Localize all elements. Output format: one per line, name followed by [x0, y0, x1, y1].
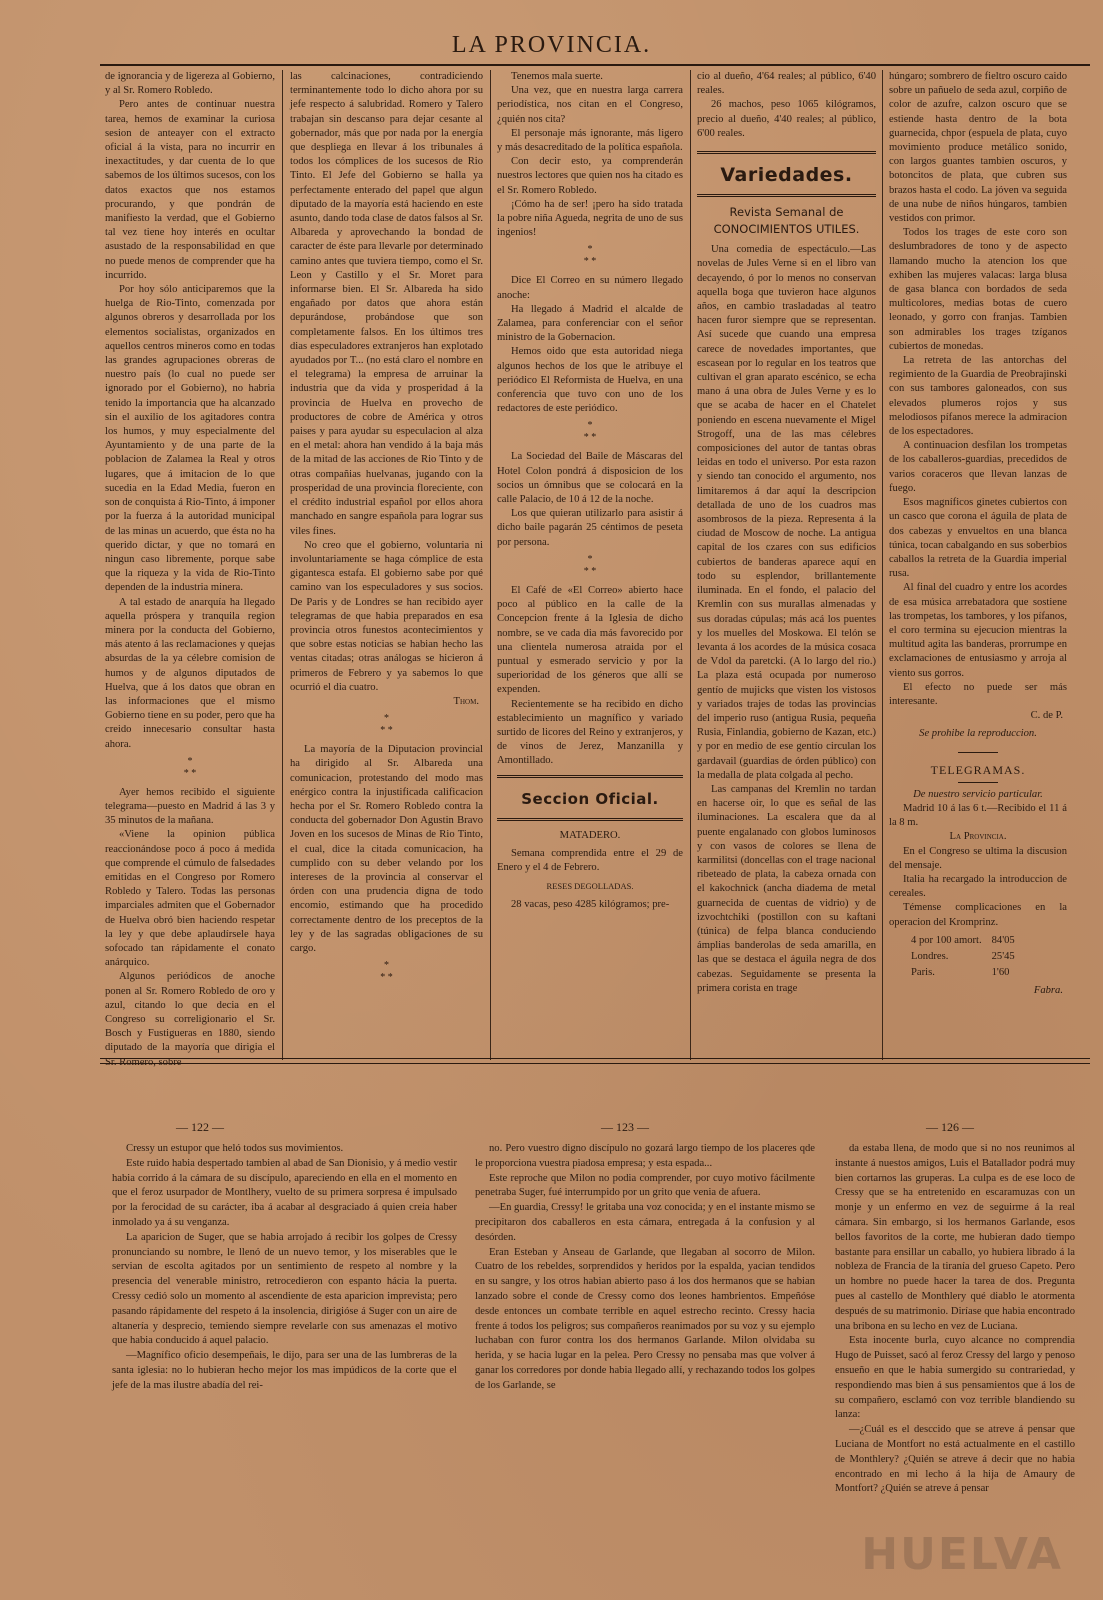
paragraph: Dice El Correo en su número llegado anoche: [497, 275, 683, 301]
paragraph: Algunos periódicos de anoche ponen al Sr. Romero Robledo de oro y azul, citando lo que decia en el Congreso su correligionario el Sr. Bosch y Fustigueras en 1880, siendo diputado de la mayoría que dirigia el [105, 971, 275, 1054]
paragraph: Este reproche que Milon no podia comprender, por cuyo motivo fácilmente penetraba Suger, fué interrumpido por un grito que venia de afuera. [475, 1172, 815, 1199]
prohibe-note: Se prohibe la reproduccion. [919, 728, 1037, 740]
paragraph: húngaro; sombrero de fieltro oscuro caido sobre un pañuelo de seda azul, corpiño de color de azufre, calzon oscuro que se estiende hasta dentro de la bota guarnecida, chpor (espuela de plata, cuyo movimiento produce metálico sonido, con largos guantes tambien oscuros, y botoncitos de plata, que cubren sus brazos hasta el codo. La jóven va seguida de una nube de niños húngaros, tambien vestidos con primor. [889, 71, 1067, 225]
signature-fabra: Fabra. [1033, 985, 1063, 997]
paragraph: No creo que el gobierno, voluntaria ni involuntariamente se haga cómplice de esta gigantesca estafa. El gobierno sabe por qué camino van los especuladores y sus socios. De Paris y de Londres se han recibido ayer telegramas de que habia preparados en esa provincia otros funestos acontecimientos y que sobre estas noticias se habian hecho las ventas citadas; otras análogas se hicieron á primeros de Febrero y ya sabemos lo que ocurrió el dia cuatro. [290, 539, 483, 693]
column-4 [697, 70, 876, 1055]
paragraph: —En guardia, Cressy! le gritaba una voz conocida; y en el instante mismo se precipitaron dos caballeros en esta cámara, entregada á la confusion y al desórden. [475, 1202, 815, 1243]
paragraph: El Café de «El Correo» abierto hace poco al público en la calle de la Concepcion frente á la Iglesia de dicho nombre, se ve cada dia más favorecido por una clientela numerosa atraida por el puntual y esmerado servicio y por la superioridad de los géneros que allí se expenden. [497, 584, 683, 696]
paragraph: Tenemos mala suerte. [511, 71, 603, 82]
column-rule [690, 70, 691, 1060]
paragraph: El personaje más ignorante, más ligero y más desacreditado de la política española. [497, 127, 683, 154]
feuilleton-rule-bottom [100, 1063, 1090, 1064]
short-rule [958, 752, 998, 753]
separator-stars: * * * [183, 755, 197, 779]
paragraph: cio al dueño, 4'64 reales; al público, 6'40 reales. [697, 71, 876, 97]
paragraph: Hemos oido que esta autoridad niega algunos hechos de los que le atribuye el periódico El Reformista de Huelva, en una conferencia que tuvo con uno de los redactores de este periódico. [497, 346, 683, 415]
paragraph: Los que quieran utilizarlo para asistir á dicho baile pagarán 25 céntimos de peseta por persona. [497, 508, 683, 548]
conocimientos-subtitle: CONOCIMIENTOS UTILES. [713, 222, 860, 237]
paragraph: Eran Esteban y Anseau de Garlande, que llegaban al socorro de Milon. Cuatro de los rebeldes, sorprendidos y heridos por la espalda, yacian tendidos en su sangre, y los otros habian abierto paso á los dos hermanos que se habian lanzado sobre el conde de Cressy como dos leones hambrientos. Empeñóse desde entonces un combate terrible en aquel estrecho recinto. Cressy hacia frente á todos los peligros; sus compañeros reanimados por su voz y su ejemplo luchaban con furor contra los dos hermanos Garlande. Milon olvidaba su herida, y se hacia lugar en la pelea. Pero Cressy no pensaba mas que volver á ganar los corredores por donde habia llegado allí, y rechazando todos los golpes de los Garlande, se [475, 1246, 815, 1391]
matadero-intro: Semana comprendida entre el 29 de Enero y el 4 de Febrero. [497, 847, 683, 874]
paragraph: Ayer hemos recibido el siguiente telegrama—puesto en Madrid á las 3 y 35 minutos de la mañana. [105, 786, 275, 827]
masthead-rule [100, 64, 1090, 66]
column-rule [882, 70, 883, 1060]
quote-row [911, 934, 1023, 948]
column-3 [497, 70, 683, 1055]
paragraph: Recientemente se ha recibido en dicho establecimiento un magnífico y variado surtido de licores del Reino y extranjeros, y de vinos de Jerez, Manzanilla y Amontillado. [497, 698, 683, 767]
page-number: — 122 — [176, 1120, 224, 1134]
paragraph: La mayoría de la Diputacion provincial ha dirigido al Sr. Albareda una comunicacion, protestando del modo mas enérgico contra la injustificada calificacion hecha por el Sr. Romero Robledo contra la conducta del gobernador Don Agustin Bravo Joven en los sucesos de Minas de Rio Tinto, el cual, dice la citada comunicacion, ha cumplido con su deber velando por los intereses de la provincia al conservar el órden con una prudencia digna de todo encomio, estimando que ha procedido correctamente dentro de los preceptos de la ley y de las sagradas obligaciones de su cargo. [290, 744, 483, 954]
paragraph: Pero antes de continuar nuestra tarea, hemos de examinar la curiosa sesion de anteayer con el extracto oficial á la vista, para no incurrir en inexactitudes, y dar cuenta de lo que sabemos de los últimos sucesos, con los datos exactos que nos estamos procurando, y que pondrán de manifiesto la verdad, que el Gobierno tal vez tiene hoy interés en ocultar asustado de la responsabilidad en que no puede menos de comprender que ha incurrido. [105, 99, 275, 281]
short-rule [958, 782, 998, 783]
feuilleton-column-2 [475, 1142, 815, 1592]
column-1-text [105, 70, 275, 752]
archive-watermark: HUELVA [861, 1529, 1063, 1580]
paragraph: Este ruido habia despertado tambien al abad de San Dionisio, y á medio vestir habia corrido á la cámara de su discípulo, apareciendo en ella en el momento en que el feroz usurpador de Montlhery, vuelto de su primera sorpresa é impulsado por la ferocidad de su carácter, iba á acabar al desgraciado á quien creia haber inmolado ya á su venganza. [112, 1157, 457, 1228]
paragraph: El efecto no puede ser más interesante. [889, 681, 1067, 707]
paragraph: ¡Cómo ha de ser! ¡pero ha sido tratada la pobre niña Agueda, negrita de uno de sus ingenios! [497, 198, 683, 239]
column-3d-text [497, 584, 683, 769]
paragraph: Las campanas del Kremlin no tardan en hacerse oir, lo que es señal de las iluminaciones. La escalera que da al puente engalanado con globos luminosos y con vasos de colores se llena de karmilitsi (doncellas con el trage nacional ribeteado de plata, la cabeza ornada con el kakochnick (ancha diadema de metal guarnecida de cuentas de vidrio) y de izvochtchiki (postillon con su kaftani (túnica) de felpa blanca conduciendo ámplias banderolas de seda amarilla, en las que se destaca el águila negra de dos cabezas. Seguidamente se presenta la primera corista en trage [697, 783, 876, 994]
paragraph: Con decir esto, ya comprenderán nuestros lectores que quien nos ha citado es el Sr. Romero Robledo. [497, 156, 683, 196]
separator-stars: * * * [583, 420, 597, 444]
paragraph: de ignorancia y de ligereza al Gobierno, y al Sr. Romero Robledo. [105, 71, 275, 97]
paragraph: En el Congreso se ultima la discusion del mensaje. [889, 845, 1067, 871]
column-rule [282, 70, 283, 1060]
paragraph: Todos los trages de este coro son deslumbradores de tono y de aspecto llamando mucho la atencion los que exhiben las mujeres valacas: larga blusa de gasa blanca con bordados de seda multicolores, medias botas de cuero leonado, y gorro con franjas. Tambien son admirables los trages tzíganos cubiertos de monedas. [889, 227, 1067, 352]
quote-value: 84'05 [991, 934, 1015, 946]
signature-cdp: C. de P. [1030, 710, 1063, 722]
column-2-text [290, 70, 483, 695]
telegramas-paper: La Provincia. [949, 831, 1007, 843]
variedades-text [697, 243, 876, 996]
feuilleton-rule-top [100, 1058, 1090, 1059]
page-number: — 123 — [601, 1120, 649, 1134]
feuilleton-column-3 [835, 1142, 1075, 1592]
quote-row [911, 966, 1023, 980]
telegramas-dateline: Madrid 10 á las 6 t.—Recibido el 11 á la 8 m. [889, 802, 1067, 829]
feuilleton-column-1 [112, 1142, 457, 1592]
column-3-text [497, 70, 683, 240]
matadero-title: MATADERO. [559, 829, 621, 841]
paragraph: Al final del cuadro y entre los acordes de esa música arrebatadora que sostiene las trompetas, los tambores, y los pífanos, el coro termina su ejecucion mientras la multitud agita las banderas, prorrumpe en exclamaciones de entusiasmo y arroja al viento sus gorros. [889, 582, 1067, 679]
separator-stars: * * * [380, 960, 393, 984]
signature-thom: Thom. [453, 695, 479, 707]
column-5-text [889, 70, 1067, 709]
column-1b-text [105, 786, 275, 1070]
quote-row [911, 950, 1023, 964]
separator-stars: * * * [583, 553, 597, 577]
quotes-table [909, 932, 1025, 983]
paragraph: Una comedia de espectáculo.—Las novelas de Jules Verne si en el libro van decayendo, ó por lo menos no conservan aquella boga que tuvieron hace algunos años, en cambio trasladadas al teatro hacen furor siempre que se representan. Así sucede que cuando una empresa carece de novedades importantes, que escasean por lo regular en los teatros que cultivan el gran aparato escénico, se echa mano á una obra de Jules Verne y es lo que se acaba de hacer en el Chatelet poniendo en escena nuevamente el Migel Strogoff, una de las mas célebres composiciones del autor de tantas obras leidas en todo el universo. Por esta razon y siendo tan conocido el argumento, nos limitaremos á dar aquí la descripcion detallada de uno de los cuadros mas asombrosos de la pieza. Representa á la ciudad de Moscow de noche. La antigua capital de los czares con sus edificios cubiertos de banderas aparece aquí en todo su esplendor, brillantemente iluminada. En el fondo, el palacio del Kremlin con sus murallas almenadas y sus doradas cúpulas; más acá los puentes y los muelles del Moskowa. El telón se levanta á los acordes de la música cosaca de Vdol da paretcki. (A lo largo del rio.) La plaza está ocupada por numeroso gentío de mujicks que visten los vistosos y variados trajes de todas las provincias del imperio ruso (antigua Rusia, pequeña Rusia, Finlandia, gobierno de Kazan, etc.) y por en medio de ese gentío circulan los gardavail (guardias de órden público) con la medalla de plata colgada al pecho. [697, 244, 876, 781]
matadero-line: 28 vacas, peso 4285 kilógramos; pre- [511, 898, 670, 910]
column-3c-text [497, 450, 683, 549]
paragraph: da estaba llena, de modo que si no nos reunimos al instante á nuestos amigos, Luis el Batallador podrá muy bien cortarnos las gruperas. La culpa es de ese loco de Cressy que se ha entretenido en escaramuzas con un monje y un enfermo en vez de seguirme á la real cámara. Sin embargo, si los hermanos Garlande, esos bellos favoritos de la corte, me hubieran dado tiempo bastante para ensillar un caballo, yo hubiera librado á la nobleza de Francia de la tiranía del grueso Capeto. Pero un hombre no puede hacer la tarea de dos. Pregunta pues al castello de Monthlery qué diablo le atormenta después de su matrimonio. Diríase que habia encontrado una bribona en su lecho en vez de Luciana. [835, 1143, 1075, 1332]
telegramas-title: TELEGRAMAS. [930, 762, 1026, 777]
column-1 [105, 70, 275, 1055]
paragraph: Cressy un estupor que heló todos sus movimientos. [126, 1143, 344, 1154]
variedades-box [697, 151, 876, 197]
paragraph: —Magnífico oficio desempeñais, le dijo, para ser una de las lumbreras de la santa iglesia: no lo hubieran hecho mejor los mas impúdicos de la corte que el jefe de la mas ilustre abadía del rei- [112, 1350, 457, 1391]
telegramas-sub: De nuestro servicio particular. [913, 788, 1043, 800]
paragraph: Por hoy sólo anticiparemos que la huelga de Rio-Tinto, comenzada por algunos obreros y desarrollada por los elementos socialistas, organizados en aquellos centros mineros como en todas las grandes agrupaciones obreras de nuestro país (lo cual no puede ser ignorado por el Gobierno), no habria tenido la importancia que ha alcanzado sin el auxilio de los agitadores contra los humos, y muy especialmente del Ayuntamiento y de una parte de la poblacion de Zalamea la Real y otros lugares, que á imitacion de lo que sucedia en la Edad Media, fueron en son de conquista á Rio-Tinto, á imponer por la fuerza á la autoridad municipal de las minas un acuerdo, que ésta no ha querido dictar, y que no tomará en ningun caso libremente, porque sabe que la riqueza y la vida de Rio-Tinto dependen de la industria minera. [105, 284, 275, 594]
paragraph: La Sociedad del Baile de Máscaras del Hotel Colon pondrá á disposicion de los socios un ómnibus que se colocará en la calle Palacio, de 10 á 12 de la noche. [497, 451, 683, 506]
quote-value: 1'60 [991, 967, 1010, 979]
paragraph: Témense complicaciones en la operacion del Kromprinz. [889, 902, 1067, 928]
paragraph: Esos magníficos ginetes cubiertos con un casco que corona el águila de plata de dos cabezas y envueltos en una blanca túnica, tocan cabalgando en sus soberbios caballos la retreta de la Guardia imperial rusa. [889, 497, 1067, 580]
paragraph: Una vez, que en nuestra larga carrera periodística, nos citan en el Congreso, ¿quién nos cita? [497, 85, 683, 125]
column-5 [889, 70, 1067, 1055]
seccion-oficial-title: Seccion Oficial. [521, 789, 659, 808]
revista-subtitle: Revista Semanal de [729, 205, 844, 220]
paragraph: La retreta de las antorchas del regimiento de la Guardia de Preobrajinski con sus tambores galoneados, con sus elevados plumeros rojos y sus melodiosos pífanos merece la admiracion de los espectadores. [889, 355, 1067, 438]
quote-label: Londres. [911, 950, 949, 962]
paragraph: —¿Cuál es el desccido que se atreve á pensar que Luciana de Montfort no está actualmente en el castillo de Monthlery? ¿Quién se atreve á decir que no habia encontrado en mi lecho á la hija de Amaury de Montfort? ¿Quién se atreve á pensar [835, 1424, 1075, 1495]
paragraph: «Viene la opinion pública reaccionándose poco á poco á medida que comprende el cúmulo de falsedades emitidas en el Congreso por Romero Robledo y Talero. Todas las personas imparciales admiten que el Gobernador de Huelva obró bien haciendo respetar la ley y que debe aplaudírsele haya sofocado tan rápidamente el conato anárquico. [105, 829, 275, 969]
paragraph: Ha llegado á Madrid el alcalde de Zalamea, para conferenciar con el señor ministro de la Gobernacion. [497, 303, 683, 344]
paragraph: las calcinaciones, contradiciendo terminantemente todo lo dicho ahora por su jefe respecto á salubridad. Romero y Talero trabajan sin descanso para dejar cesante al gobernador, más que por nada por la energía que despliega en llevar á los tribunales á todos los cómplices de los sucesos de Rio Tinto. El Jefe del Gobierno se halla ya perfectamente enterado del papel que algun diputado de la mayoría está haciendo en este asunto, dando toda clase de datos falsos al Sr. Albareda y aprovechando la bondad de caracter de éste para llevarle por determinado camino antes que tuviera tiempo, como el Sr. Leon y Castillo y el Sr. Moret para informarse bien. El Sr. Albareda ha sido engañado por datos que ahora están depurándose, probándose que son completamente falsos. En los últimos tres dias especuladores extranjeros han explotado ayudados por T... (no está claro el nombre en el telegrama) la empresa de arruinar la industria que da vida y prosperidad á la provincia de Huelva en provecho de productores de cobre de América y otros paises y para ayudar su especulacion al alza en el metal: ahora han vendido á la baja más de la mitad de las acciones de Rio Tinto y de otras compañias huelvanas, jugando con la prosperidad de una provincia floreciente, con el crédito industrial español por ellos ahora manchado en sangre española para lograr sus viles fines. [290, 71, 483, 537]
paragraph: A continuacion desfilan los trompetas de los caballeros-guardias, precedidos de varios coraceros que llevan lanzas de fuego. [889, 440, 1067, 494]
reses-heading: RESES DEGOLLADAS. [546, 881, 634, 892]
column-3b-text [497, 274, 683, 416]
separator-stars: * * * [380, 713, 393, 737]
paragraph: Italia ha recargado la introduccion de cereales. [889, 873, 1067, 900]
paragraph: no. Pero vuestro digno discípulo no gozará largo tiempo de los placeres qde le proporciona vuestra piadosa empresa; y esta espada... [475, 1143, 815, 1169]
quote-label: Paris. [911, 967, 935, 979]
page-number: — 126 — [926, 1120, 974, 1134]
column-rule [490, 70, 491, 1060]
telegramas-items [889, 845, 1067, 930]
paragraph: 26 machos, peso 1065 kilógramos, precio al dueño, 4'40 reales; al público, 6'00 reales. [697, 99, 876, 139]
column-2 [290, 70, 483, 1055]
variedades-title: Variedades. [720, 164, 853, 187]
quote-value: 25'45 [991, 950, 1015, 962]
paragraph: A tal estado de anarquía ha llegado aquella próspera y tranquila region minera por la conducta del Gobierno, más atento á las reclamaciones y quejas absurdas de la ya célebre comision de humos y de algunos diputados de Huelva, que á los datos que obran en las informaciones que el mismo Gobierno tiene en su poder, pero que ha creido innecesario consultar hasta ahora. [105, 596, 275, 750]
separator-stars: * * * [583, 244, 597, 268]
column-4-top-text [697, 70, 876, 141]
paragraph: Esta inocente burla, cuyo alcance no comprendia Hugo de Puisset, sacó al feroz Cressy del largo y penoso ensueño en que le habia sumergido su contrariedad, y respondiendo mas bien á sus pensamientos que á los de su compañero, esclamó con voz terrible blandiendo su lanza: [835, 1335, 1075, 1421]
paragraph: La aparicion de Suger, que se habia arrojado á recibir los golpes de Cressy pronunciando su nombre, le llenó de un nuevo temor, y los miserables que le servian de escolta agitados por un sentimiento de respeto al nombre y la presencia del venerable ministro, retrocedieron con espanto hácia la puerta. Cressy cedió solo un momento al ascendiente de esta aparicion imprevista; pero pasando rápidamente del respeto á la insolencia, dirigióse á Suger con un aire de altanería y desprecio, temiendo siempre revelarle con sus amenazas el motivo que habia conducido á aquel palacio. [112, 1231, 457, 1347]
masthead: LA PROVINCIA. [451, 32, 652, 58]
quote-label: 4 por 100 amort. [911, 934, 982, 946]
column-2b-text [290, 743, 483, 956]
seccion-oficial-box [497, 775, 683, 821]
